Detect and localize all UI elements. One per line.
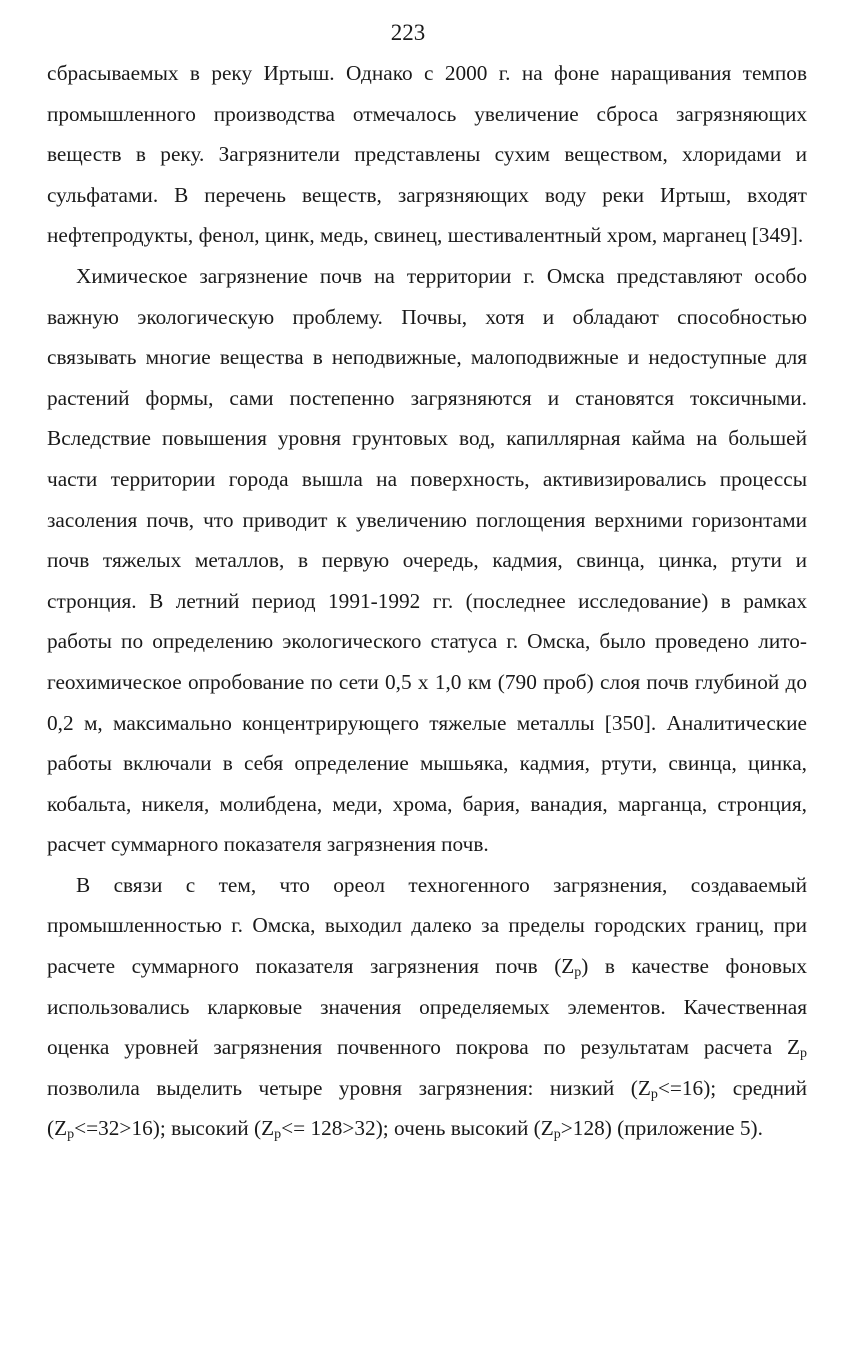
subscript-p: p: [650, 1086, 658, 1102]
paragraph-3-text: <=32>16); высокий (Z: [74, 1116, 275, 1141]
subscript-p: p: [553, 1127, 561, 1143]
paragraph-3: [47, 865, 807, 1149]
subscript-p: p: [274, 1127, 282, 1143]
paragraph-3-text: <= 128>32); очень высокий (Z: [281, 1116, 554, 1141]
page-body: [47, 53, 807, 1149]
paragraph-3-text: >128) (приложение 5).: [560, 1116, 763, 1141]
paragraph-3-text: В связи с тем, что ореол техногенного загрязнения, создаваемый промышленностью г. Омска, выходил далеко за пределы городских границ, при расчете суммарного показателя загрязнения почв (Z: [47, 872, 807, 979]
subscript-p: p: [800, 1046, 807, 1062]
paragraph-2: Химическое загрязнение почв на территории г. Омска представляют особо важную экологическую проблему. Почвы, хотя и обладают способностью связывать многие вещества в неподвижные, малоподвижные и недоступные для растений формы, сами постепенно загрязняются и становятся токсичными. Вследствие повышения уровня грунтовых вод, капиллярная кайма на большей части территории города вышла на поверхность, активизировались процессы засоления почв, что приводит к увеличению поглощения верхними горизонтами почв тяжелых металлов, в первую очередь, кадмия, свинца, цинка, ртути и стронция. В летний период 1991-1992 гг. (последнее исследование) в рамках работы по определению экологического статуса г. Омска, было проведено лито-геохимическое опробование по сети 0,5 х 1,0 км (790 проб) слоя почв глубиной до 0,2 м, максимально концентрирующего тяжелые металлы [350]. Аналитические работы включали в себя определение мышьяка, кадмия, ртути, свинца, цинка, кобальта, никеля, молибдена, меди, хрома, бария, ванадия, марганца, стронция, расчет суммарного показателя загрязнения почв.: [47, 263, 807, 857]
paragraph-3-text: позволила выделить четыре уровня загрязнения: низкий (Z: [47, 1075, 651, 1100]
paragraph-1: сбрасываемых в реку Иртыш. Однако с 2000 г. на фоне наращивания темпов промышленного производства отмечалось увеличение сброса загрязняющих веществ в реку. Загрязнители представлены сухим веществом, хлоридами и сульфатами. В перечень веществ, загрязняющих воду реки Иртыш, входят нефтепродукты, фенол, цинк, медь, свинец, шестивалентный хром, марганец [349].: [47, 61, 807, 248]
subscript-p: p: [67, 1127, 75, 1143]
paragraph-3-text: ) в качестве фоновых использовались кларковые значения определяемых элементов. Качественная оценка уровней загрязнения почвенного покрова по результатам расчета Z: [47, 954, 807, 1060]
subscript-p: p: [574, 965, 582, 981]
page-number: 223: [390, 20, 426, 45]
paragraph-3-text: <=16); средний (Z: [47, 1075, 808, 1141]
